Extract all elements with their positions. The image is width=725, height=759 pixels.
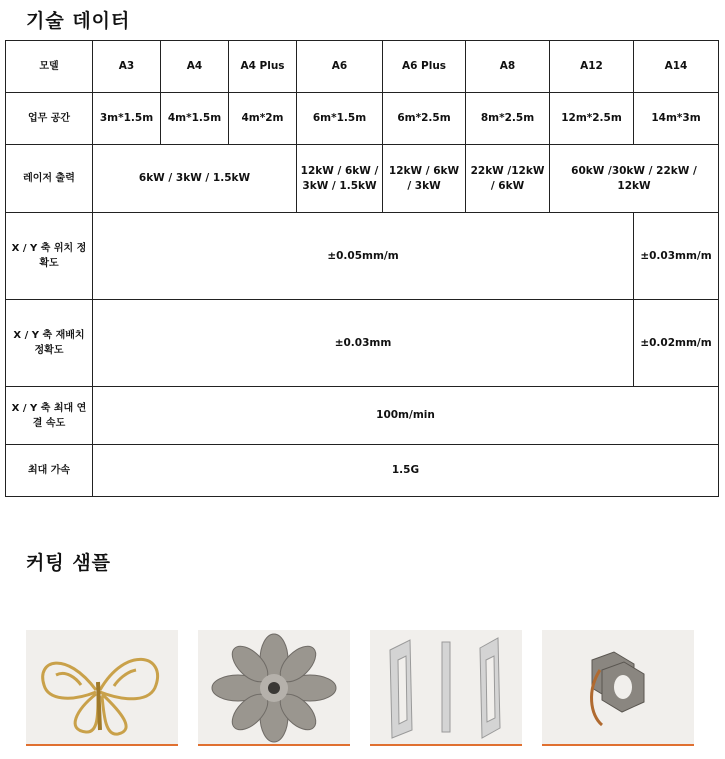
accuracy-cell: ±0.02mm/m bbox=[634, 300, 719, 387]
model-cell: A6 bbox=[297, 41, 383, 93]
row-acceleration bbox=[6, 445, 719, 497]
laser-cell: 60kW /30kW / 22kW / 12kW bbox=[550, 145, 719, 213]
row-label: 레이저 출력 bbox=[6, 145, 93, 213]
model-cell: A6 Plus bbox=[383, 41, 466, 93]
workspace-cell: 3m*1.5m bbox=[93, 93, 161, 145]
hexagon-cut-sample bbox=[542, 630, 694, 746]
flower-cut-sample bbox=[198, 630, 350, 746]
row-label: X / Y 축 재배치 정확도 bbox=[6, 300, 93, 387]
model-cell: A4 Plus bbox=[229, 41, 297, 93]
row-label: X / Y 축 최대 연결 속도 bbox=[6, 387, 93, 445]
laser-cell: 22kW /12kW / 6kW bbox=[466, 145, 550, 213]
bracket-cut-sample bbox=[370, 630, 522, 746]
row-label: 업무 공간 bbox=[6, 93, 93, 145]
row-speed bbox=[6, 387, 719, 445]
workspace-cell: 4m*2m bbox=[229, 93, 297, 145]
accuracy-cell: ±0.03mm/m bbox=[634, 213, 719, 300]
row-position-accuracy bbox=[6, 213, 719, 300]
row-label: 모델 bbox=[6, 41, 93, 93]
workspace-cell: 14m*3m bbox=[634, 93, 719, 145]
sample-accent-bar bbox=[542, 744, 694, 746]
workspace-cell: 8m*2.5m bbox=[466, 93, 550, 145]
butterfly-cut-sample bbox=[26, 630, 178, 746]
model-cell: A14 bbox=[634, 41, 719, 93]
workspace-cell: 6m*2.5m bbox=[383, 93, 466, 145]
row-model bbox=[6, 41, 719, 93]
row-label: X / Y 축 위치 정확도 bbox=[6, 213, 93, 300]
sample-gallery bbox=[26, 630, 696, 748]
workspace-cell: 6m*1.5m bbox=[297, 93, 383, 145]
model-cell: A4 bbox=[161, 41, 229, 93]
model-cell: A3 bbox=[93, 41, 161, 93]
row-reposition-accuracy bbox=[6, 300, 719, 387]
sample-accent-bar bbox=[26, 744, 178, 746]
workspace-cell: 4m*1.5m bbox=[161, 93, 229, 145]
sample-accent-bar bbox=[370, 744, 522, 746]
model-cell: A8 bbox=[466, 41, 550, 93]
acceleration-cell: 1.5G bbox=[93, 445, 719, 497]
laser-cell: 12kW / 6kW / 3kW bbox=[383, 145, 466, 213]
workspace-cell: 12m*2.5m bbox=[550, 93, 634, 145]
accuracy-cell: ±0.05mm/m bbox=[93, 213, 634, 300]
laser-cell: 12kW / 6kW / 3kW / 1.5kW bbox=[297, 145, 383, 213]
accuracy-cell: ±0.03mm bbox=[93, 300, 634, 387]
row-workspace bbox=[6, 93, 719, 145]
speed-cell: 100m/min bbox=[93, 387, 719, 445]
spec-table bbox=[5, 40, 719, 497]
model-cell: A12 bbox=[550, 41, 634, 93]
samples-title: 커팅 샘플 bbox=[26, 552, 112, 574]
row-label: 최대 가속 bbox=[6, 445, 93, 497]
row-laser bbox=[6, 145, 719, 213]
sample-accent-bar bbox=[198, 744, 350, 746]
laser-cell: 6kW / 3kW / 1.5kW bbox=[93, 145, 297, 213]
section-title: 기술 데이터 bbox=[26, 10, 131, 32]
